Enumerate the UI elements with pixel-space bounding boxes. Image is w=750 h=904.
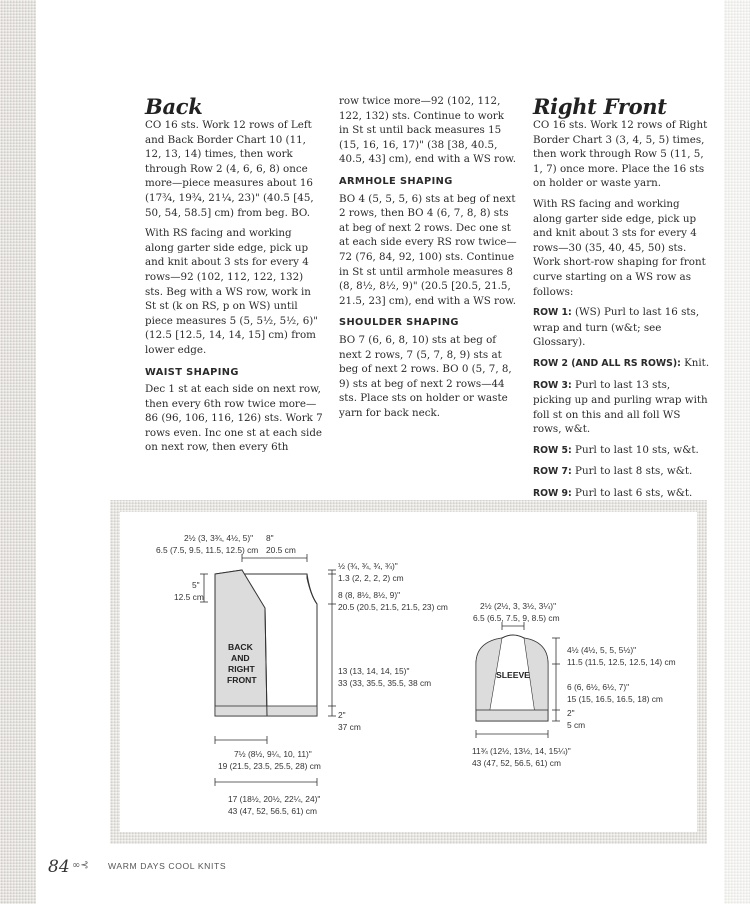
schematic-diagram xyxy=(120,512,697,832)
cuff-band xyxy=(476,710,548,721)
row-text: (WS) Purl to last 16 sts, wrap and turn (w&t; see Glossary). xyxy=(533,306,700,349)
row-label: ROW 7: xyxy=(533,466,572,478)
sleeve-width-cm: 43 (47, 52, 56.5, 61) cm xyxy=(472,758,561,768)
row-text: Purl to last 10 sts, w&t. xyxy=(571,443,699,456)
right-front-paragraph-1: CO 16 sts. Work 12 rows of Right Border Chart 3 (3, 4, 5, 5) times, then work through Row 5 (11, 5, 1, 7) once more. Place the 16 sts on holder or waste yarn. xyxy=(533,119,708,190)
width-in: 17 (18½, 20½, 22¼, 24)" xyxy=(228,794,321,804)
linen-border-right xyxy=(724,0,750,904)
page-number: 84 xyxy=(48,857,70,877)
row-label: ROW 3: xyxy=(533,379,572,391)
top-edge-cm: 1.3 (2, 2, 2, 2) cm xyxy=(338,573,404,583)
hem-depth-cm: 37 cm xyxy=(338,722,361,732)
linen-border-left xyxy=(0,0,36,904)
side-length-in: 13 (13, 14, 14, 15)" xyxy=(338,666,410,676)
width-cm: 43 (47, 52, 56.5, 61) cm xyxy=(228,806,317,816)
back-paragraph-2: With RS facing and working along garter side edge, pick up and knit about 3 sts for every 4 rows—92 (102, 112, 122, 132) sts. Beg with a WS row, work in St st (k on RS, p on WS) until piece measures 5 (5, 5½, 5½, 6)" (12.5 [12.5, 14, 14, 15] cm) from lower edge. xyxy=(145,227,318,356)
sleeve-length-in: 6 (6, 6½, 6½, 7)" xyxy=(567,682,630,692)
sleeve-width-in: 11¾ (12½, 13½, 14, 15¼)" xyxy=(472,746,571,756)
row-instruction xyxy=(533,305,711,350)
back-paragraph-1: CO 16 sts. Work 12 rows of Left and Back Border Chart 10 (11, 12, 13, 14) times, then work through Row 2 (4, 6, 6, 8) once more—piece measures about 16 (17¾, 19¾, 21¼, 23)" (40.5 [45, 50, 54, 58.5] cm) from beg. BO. xyxy=(145,119,314,219)
row-label: ROW 1: xyxy=(533,307,572,319)
side-length-cm: 33 (33, 35.5, 35.5, 38 cm xyxy=(338,678,432,688)
body-label-line-3: RIGHT xyxy=(228,664,255,674)
row-text: Purl to last 13 sts, picking up and purling wrap with foll st on this and all foll WS rows, w&t. xyxy=(533,378,708,436)
row-instruction xyxy=(533,356,711,372)
cap-height-cm: 11.5 (11.5, 12.5, 12.5, 14) cm xyxy=(567,657,676,667)
sleeve-length-cm: 15 (15, 16.5, 16.5, 18) cm xyxy=(567,694,663,704)
sleeve-top-cm: 6.5 (6.5, 7.5, 9, 8.5) cm xyxy=(473,613,560,623)
column-1 xyxy=(145,94,323,461)
waist-shaping-paragraph: Dec 1 st at each side on next row, then every 6th row twice more—86 (96, 106, 116, 126) sts. Work 7 rows even. Inc one st at each side on next row, then every 6th xyxy=(145,383,323,454)
book-title: WARM DAYS COOL KNITS xyxy=(108,861,227,871)
row-text: Purl to last 6 sts, w&t. xyxy=(571,487,693,500)
row-label: ROW 2 (AND ALL RS ROWS): xyxy=(533,357,681,369)
neck-width-in: 8" xyxy=(266,533,274,543)
cuff-depth-in: 2" xyxy=(567,708,575,718)
row-label: ROW 9: xyxy=(533,488,572,500)
armhole-depth-cm: 20.5 (20.5, 21.5, 21.5, 23) cm xyxy=(338,602,448,612)
sleeve-top-in: 2½ (2½, 3, 3½, 3¼)" xyxy=(480,601,557,611)
body-label-line-4: FRONT xyxy=(227,675,257,685)
column-3 xyxy=(533,94,711,508)
shoulder-width-cm: 6.5 (7.5, 9.5, 11.5, 12.5) cm xyxy=(156,545,259,555)
column-2 xyxy=(339,94,517,426)
armhole-shaping-heading: ARMHOLE SHAPING xyxy=(339,175,453,187)
half-width-in: 7½ (8½, 9¼, 10, 11)" xyxy=(234,749,312,759)
right-front-paragraph-2: With RS facing and working along garter side edge, pick up and knit about 3 sts for every 4 rows—30 (35, 40, 45, 50) sts. Work short-row shaping for front curve starting on a WS row as follows: xyxy=(533,197,706,298)
body-label-line-2: AND xyxy=(231,653,250,663)
top-edge-in: ½ (¾, ¾, ¾, ¾)" xyxy=(338,561,398,571)
shoulder-shaping-heading: SHOULDER SHAPING xyxy=(339,317,459,329)
schematic-panel xyxy=(120,512,697,832)
shoulder-shaping-paragraph: BO 7 (6, 6, 8, 10) sts at beg of next 2 rows, 7 (5, 7, 8, 9) sts at beg of next 2 rows. BO 0 (5, 7, 8, 9) sts at beg of next 2 rows—44 sts. Place sts on holder or waste yarn for back neck. xyxy=(339,333,512,419)
cuff-depth-cm: 5 cm xyxy=(567,720,586,730)
row-text: Purl to last 8 sts, w&t. xyxy=(571,465,693,478)
right-front-title: Right Front xyxy=(533,94,667,119)
body-label-line-1: BACK xyxy=(228,642,253,652)
armhole-depth-in: 8 (8, 8½, 8½, 9)" xyxy=(338,590,401,600)
row-text: Knit. xyxy=(680,356,710,369)
front-dim-in: 5" xyxy=(192,580,200,590)
hem-depth-in: 2" xyxy=(338,710,346,720)
row-instruction xyxy=(533,464,711,480)
armhole-shaping-paragraph: BO 4 (5, 5, 5, 6) sts at beg of next 2 rows, then BO 4 (6, 7, 8, 8) sts at beg of next 2 rows. Dec one st at each side every RS row twice—72 (76, 84, 92, 100) sts. Continue in St st until armhole measures 8 (8, 8½, 8½, 9)" (20.5 [20.5, 21.5, 21.5, 23] cm), end with a WS row. xyxy=(339,192,517,307)
waist-shaping-heading: WAIST SHAPING xyxy=(145,366,239,378)
ornament-icon: ∞⊰ xyxy=(72,860,89,871)
back-title: Back xyxy=(145,94,203,119)
sleeve-label: SLEEVE xyxy=(496,670,530,680)
half-width-cm: 19 (21.5, 23.5, 25.5, 28) cm xyxy=(218,761,321,771)
schematic-frame xyxy=(110,500,707,844)
row-instruction xyxy=(533,378,711,437)
row-instruction xyxy=(533,443,711,459)
cap-height-in: 4½ (4½, 5, 5, 5½)" xyxy=(567,645,637,655)
shoulder-width-in: 2½ (3, 3¾, 4½, 5)" xyxy=(184,533,254,543)
waist-shaping-continued: row twice more—92 (102, 112, 122, 132) sts. Continue to work in St st until back measures 15 (15, 16, 16, 17)" (38 [38, 40.5, 40.5, 43] cm), end with a WS row. xyxy=(339,95,517,166)
hem-band xyxy=(215,706,317,716)
neck-width-cm: 20.5 cm xyxy=(266,545,296,555)
front-dim-cm: 12.5 cm xyxy=(174,592,204,602)
row-label: ROW 5: xyxy=(533,444,572,456)
